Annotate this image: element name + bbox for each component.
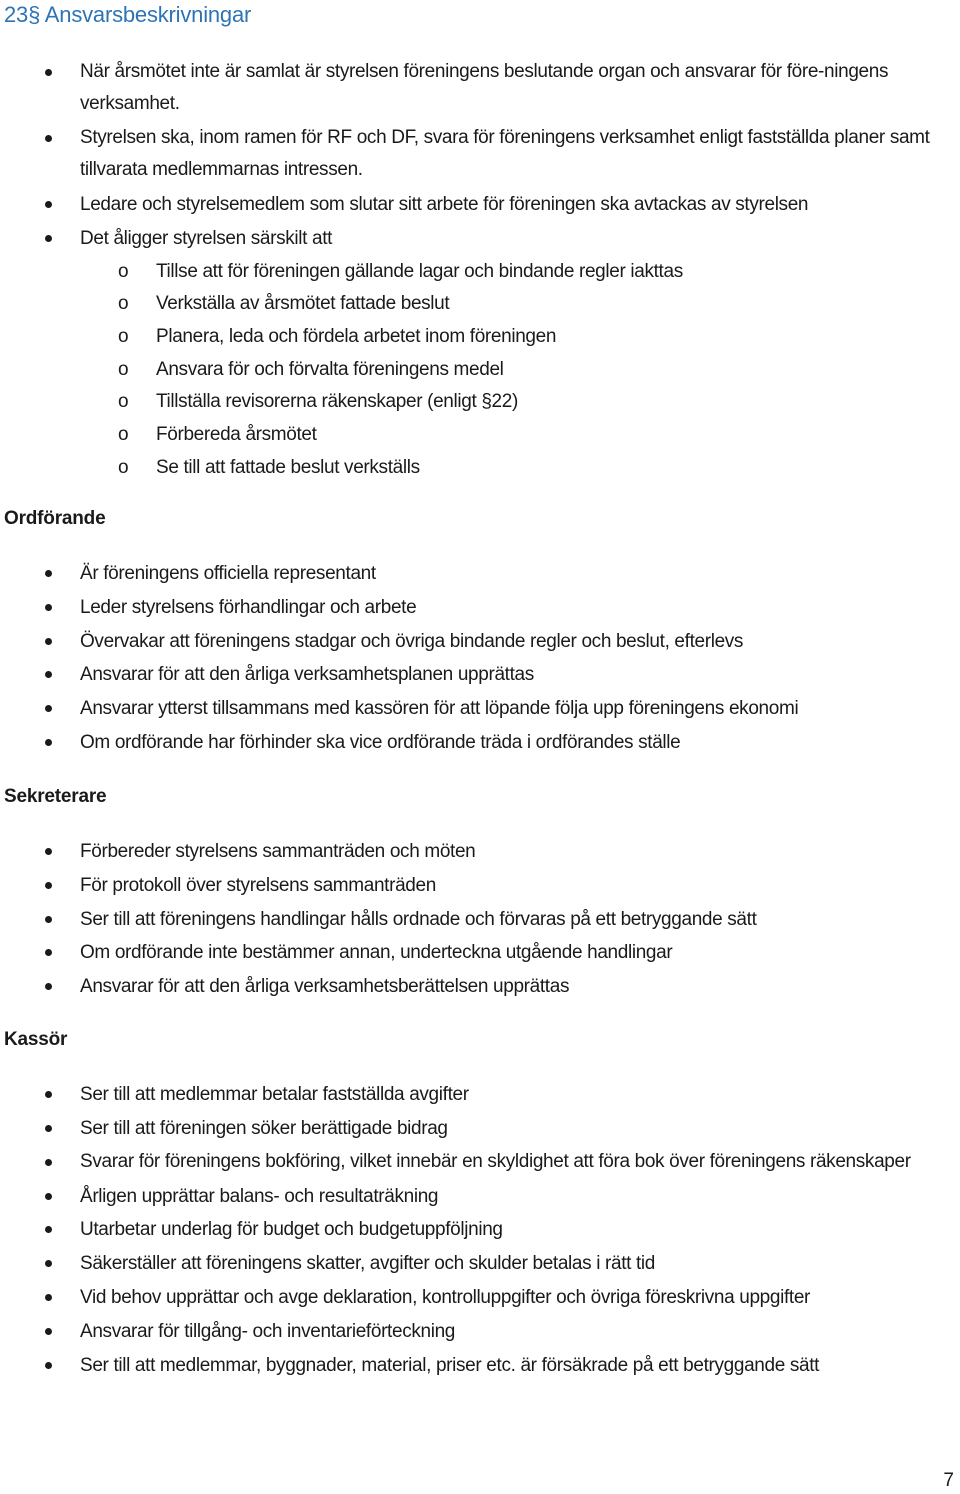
list-item: Ser till att medlemmar, byggnader, material, priser etc. är försäkrade på ett betryggande sätt [0, 1349, 960, 1383]
sublist-item: o Planera, leda och fördela arbetet inom föreningen [0, 321, 960, 354]
list-item: Ansvarar ytterst tillsammans med kassören för att löpande följa upp föreningens ekonomi [0, 692, 960, 726]
ordforande-list [0, 557, 960, 760]
list-item: Utarbetar underlag för budget och budgetuppföljning [0, 1213, 960, 1247]
bullet-icon [45, 638, 52, 645]
list-item: Är föreningens officiella representant [0, 557, 960, 591]
bullet-icon [45, 983, 52, 990]
list-item: Styrelsen ska, inom ramen för RF och DF, svara för föreningens verksamhet enligt fastställda planer samt tillvarata medlemmarnas intressen. [0, 122, 960, 188]
bullet-icon [45, 739, 52, 746]
bullet-icon [45, 1260, 52, 1267]
list-item: Svarar för föreningens bokföring, vilket innebär en skyldighet att föra bok över föreningens räkenskaper [0, 1146, 960, 1180]
bullet-icon [45, 201, 52, 208]
bullet-icon [45, 1328, 52, 1335]
bullet-icon [45, 1226, 52, 1233]
circle-bullet-icon: o [118, 260, 129, 282]
list-item: Förbereder styrelsens sammanträden och möten [0, 835, 960, 869]
circle-bullet-icon: o [118, 326, 129, 347]
list-item: Ansvarar för att den årliga verksamhetsplanen upprättas [0, 658, 960, 692]
list-item: Ser till att föreningens handlingar hålls ordnade och förvaras på ett betryggande sätt [0, 903, 960, 937]
list-item: För protokoll över styrelsens sammanträden [0, 869, 960, 903]
list-item: Övervakar att föreningens stadgar och övriga bindande regler och beslut, efterlevs [0, 625, 960, 659]
circle-bullet-icon: o [118, 456, 129, 478]
list-item: Om ordförande inte bestämmer annan, underteckna utgående handlingar [0, 936, 960, 970]
list-item: Det åligger styrelsen särskilt att o Tillse att för föreningen gällande lagar och bindande regler iakttas o Verkställa av årsmötet fattade beslut o Planera, leda och fördela arbetet inom föreningen o Ansvara för och förvalta föreningens medel o Tillställa revisorerna räkenskaper (enligt §22) o Förbereda årsmötet o Se till att fattade beslut verkställs [0, 222, 960, 485]
sublist-item: o Se till att fattade beslut verkställs [0, 452, 960, 485]
list-item: Vid behov upprättar och avge deklaration, kontrolluppgifter och övriga föreskrivna uppgifter [0, 1281, 960, 1315]
bullet-icon [45, 1125, 52, 1132]
list-item: Ser till att medlemmar betalar fastställda avgifter [0, 1078, 960, 1112]
list-item: Ansvarar för att den årliga verksamhetsberättelsen upprättas [0, 970, 960, 1004]
page-number: 7 [943, 1470, 954, 1491]
bullet-icon [45, 705, 52, 712]
bullet-icon [45, 570, 52, 577]
list-item: Ser till att föreningen söker berättigade bidrag [0, 1112, 960, 1146]
bullet-icon [45, 69, 52, 76]
section-title-sekreterare: Sekreterare [4, 786, 107, 807]
bullet-icon [45, 916, 52, 923]
bullet-icon [45, 1193, 52, 1200]
circle-bullet-icon: o [118, 293, 129, 315]
bullet-icon [45, 1091, 52, 1098]
bullet-icon [45, 949, 52, 956]
sublist-item: o Tillställa revisorerna räkenskaper (enligt §22) [0, 386, 960, 419]
general-list [0, 56, 960, 485]
list-item: När årsmötet inte är samlat är styrelsen föreningens beslutande organ och ansvarar för före-ningens verksamhet. [0, 56, 960, 122]
sublist-item: o Förbereda årsmötet [0, 419, 960, 452]
circle-bullet-icon: o [118, 358, 129, 380]
bullet-icon [45, 1159, 52, 1166]
kassor-list [0, 1078, 960, 1382]
list-item: Ansvarar för tillgång- och inventarieförteckning [0, 1315, 960, 1349]
sublist-item: o Verkställa av årsmötet fattade beslut [0, 288, 960, 321]
section-title-ordforande: Ordförande [4, 508, 106, 529]
bullet-icon [45, 882, 52, 889]
list-item: Leder styrelsens förhandlingar och arbete [0, 591, 960, 625]
sekreterare-list [0, 835, 960, 1004]
sublist-item: o Ansvara för och förvalta föreningens medel [0, 354, 960, 387]
bullet-icon [45, 1362, 52, 1369]
circle-bullet-icon: o [118, 391, 129, 413]
bullet-icon [45, 1294, 52, 1301]
bullet-icon [45, 235, 52, 242]
list-item: Ledare och styrelsemedlem som slutar sitt arbete för föreningen ska avtackas av styrelsen [0, 188, 960, 222]
circle-bullet-icon: o [118, 424, 129, 446]
sublist-item: o Tillse att för föreningen gällande lagar och bindande regler iakttas [0, 256, 960, 289]
list-item: Om ordförande har förhinder ska vice ordförande träda i ordförandes ställe [0, 726, 960, 760]
page-heading: 23§ Ansvarsbeskrivningar [4, 2, 252, 27]
list-item: Årligen upprättar balans- och resultaträkning [0, 1180, 960, 1214]
bullet-icon [45, 604, 52, 611]
duties-sublist [80, 256, 960, 485]
bullet-icon [45, 135, 52, 142]
bullet-icon [45, 848, 52, 855]
section-title-kassor: Kassör [4, 1029, 68, 1050]
bullet-icon [45, 671, 52, 678]
list-item: Säkerställer att föreningens skatter, avgifter och skulder betalas i rätt tid [0, 1247, 960, 1281]
